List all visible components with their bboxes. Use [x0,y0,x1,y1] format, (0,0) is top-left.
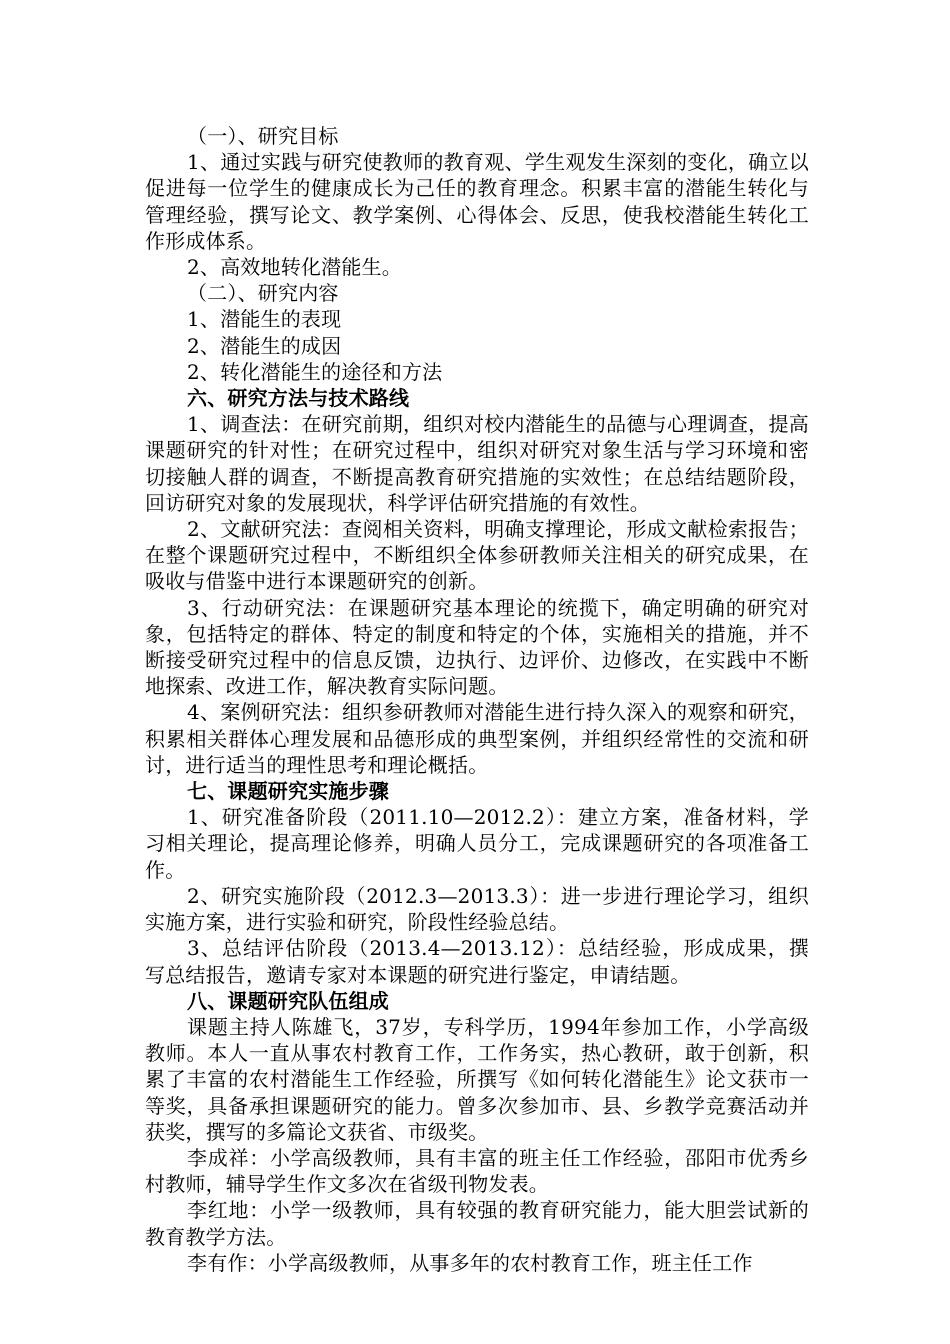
heading-team: 八、课题研究队伍组成 [187,988,389,1013]
section-1-title: （一）、研究目标 [187,124,339,148]
document-page [145,123,809,1276]
paragraph-member-1: 李成祥：小学高级教师，具有丰富的班主任工作经验，邵阳市优秀乡村教师，辅导学生作文多次在省级刊物发表。 [145,1145,809,1197]
content-item-1: 1、潜能生的表现 [187,307,342,332]
paragraph-step-1: 1、研究准备阶段（2011.10—2012.2）：建立方案，准备材料，学习相关理论，提高理论修养，明确人员分工，完成课题研究的各项准备工作。 [145,805,809,882]
paragraph-goal-1: 1、通过实践与研究使教师的教育观、学生观发生深刻的变化，确立以促进每一位学生的健康成长为己任的教育理念。积累丰富的潜能生转化与管理经验，撰写论文、教学案例、心得体会、反思，使我校潜能生转化工作形成体系。 [145,150,809,253]
paragraph-goal-2: 2、高效地转化潜能生。 [187,255,402,280]
paragraph-action-method: 3、行动研究法：在课题研究基本理论的统揽下，确定明确的研究对象，包括特定的群体、特定的制度和特定的个体，实施相关的措施，并不断接受研究过程中的信息反馈，边执行、边评价、边修改，在实践中不断地探索、改进工作，解决教育实际问题。 [145,595,809,699]
heading-methods: 六、研究方法与技术路线 [187,386,410,411]
content-item-3: 2、转化潜能生的途径和方法 [187,359,443,384]
paragraph-case-method: 4、案例研究法：组织参研教师对潜能生进行持久深入的观察和研究，积累相关群体心理发展和品德形成的典型案例，并组织经常性的交流和研讨，进行适当的理性思考和理论概括。 [145,700,809,777]
content-item-2: 2、潜能生的成因 [187,333,342,358]
paragraph-literature-method: 2、文献研究法：查阅相关资料，明确支撑理论，形成文献检索报告；在整个课题研究过程中，不断组织全体参研教师关注相关的研究成果，在吸收与借鉴中进行本课题研究的创新。 [145,517,809,594]
heading-steps: 七、课题研究实施步骤 [187,779,389,804]
paragraph-step-3: 3、总结评估阶段（2013.4—2013.12）：总结经验，形成成果，撰写总结报告，邀请专家对本课题的研究进行鉴定，申请结题。 [145,936,809,987]
section-2-title: （二）、研究内容 [187,281,339,306]
paragraph-survey-method: 1、调查法：在研究前期，组织对校内潜能生的品德与心理调查，提高课题研究的针对性；在研究过程中，组织对研究对象生活与学习环境和密切接触人群的调查，不断提高教育研究措施的实效性；在总结结题阶段，回访研究对象的发展现状，科学评估研究措施的有效性。 [145,412,809,515]
paragraph-host: 课题主持人陈雄飞，37岁，专科学历，1994年参加工作，小学高级教师。本人一直从事农村教育工作，工作务实，热心教研，敢于创新，积累了丰富的农村潜能生工作经验，所撰写《如何转化潜能生》论文获市一等奖，具备承担课题研究的能力。曾多次参加市、县、乡教学竞赛活动并获奖，撰写的多篇论文获省、市级奖。 [145,1014,809,1144]
paragraph-member-2: 李红地：小学一级教师，具有较强的教育研究能力，能大胆尝试新的教育教学方法。 [145,1198,809,1249]
paragraph-member-3: 李有作：小学高级教师，从事多年的农村教育工作，班主任工作 [187,1250,753,1275]
paragraph-step-2: 2、研究实施阶段（2012.3—2013.3）：进一步进行理论学习，组织实施方案，进行实验和研究，阶段性经验总结。 [145,883,809,935]
